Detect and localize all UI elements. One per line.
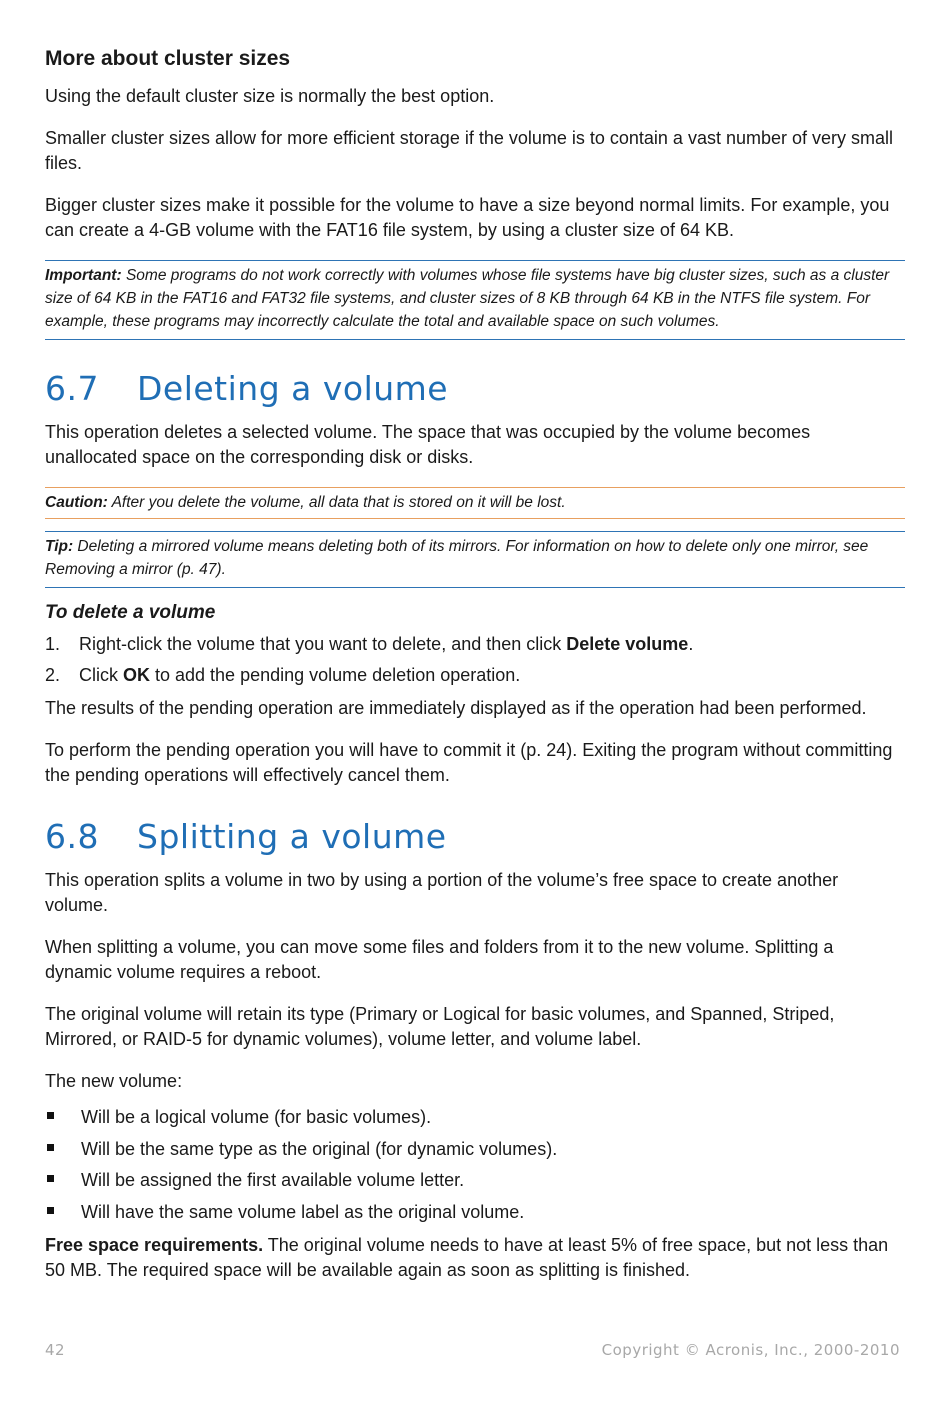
- section-number: 6.7: [45, 369, 99, 408]
- step-text-part: to add the pending volume deletion operation.: [150, 665, 521, 685]
- bullet-item: [45, 1105, 905, 1130]
- copyright-notice: Copyright © Acronis, Inc., 2000-2010: [601, 1341, 900, 1359]
- free-space-paragraph: [45, 1233, 905, 1283]
- free-space-body: The original volume needs to have at least 5% of free space, but not less than 50 MB. The required space will be available again as soon as splitting is finished.: [45, 1234, 889, 1280]
- new-volume-bullets: [45, 1105, 905, 1225]
- page-number: 42: [45, 1341, 66, 1359]
- page-content: [45, 44, 905, 1300]
- bullet-text: Will be assigned the first available volume letter.: [81, 1170, 465, 1190]
- cluster-paragraph-3: Bigger cluster sizes make it possible for the volume to have a size beyond normal limits. For example, you can create a 4-GB volume with the FAT16 file system, by using a cluster size of 64 KB.: [45, 195, 890, 240]
- section-title: Deleting a volume: [137, 369, 449, 408]
- square-bullet-icon: [47, 1144, 54, 1151]
- square-bullet-icon: [47, 1175, 54, 1182]
- step-text-part: Click: [79, 665, 123, 685]
- caution-body: After you delete the volume, all data that is stored on it will be lost.: [107, 494, 566, 511]
- section-heading-deleting: [45, 366, 905, 412]
- cluster-paragraph-2: Smaller cluster sizes allow for more efficient storage if the volume is to contain a vast number of very small files.: [45, 128, 894, 173]
- delete-results-paragraph: The results of the pending operation are immediately displayed as if the operation had been performed.: [45, 698, 867, 718]
- delete-intro: This operation deletes a selected volume. The space that was occupied by the volume becomes unallocated space on the corresponding disk or disks.: [45, 422, 811, 467]
- important-note-text: [45, 264, 905, 333]
- bullet-item: [45, 1168, 905, 1193]
- bullet-text: Will be a logical volume (for basic volumes).: [81, 1107, 432, 1127]
- split-paragraph-2: When splitting a volume, you can move some files and folders from it to the new volume. Splitting a dynamic volume requires a reboot.: [45, 937, 834, 982]
- step-text: [79, 632, 693, 657]
- split-paragraph-3: The original volume will retain its type (Primary or Logical for basic volumes, and Spanned, Striped, Mirrored, or RAID-5 for dynamic volumes), volume letter, and volume label.: [45, 1004, 835, 1049]
- important-note: [45, 260, 905, 340]
- caution-note: [45, 487, 905, 519]
- procedure-steps: [45, 632, 905, 688]
- tip-label: Tip:: [45, 538, 74, 555]
- section-title: Splitting a volume: [137, 817, 447, 856]
- cluster-sizes-heading: More about cluster sizes: [45, 47, 291, 70]
- important-body: Some programs do not work correctly with volumes whose file systems have big cluster sizes, such as a cluster size of 64 KB in the FAT16 and FAT32 file systems, and cluster sizes of 8 KB through 64 KB in the NTFS file system. For example, these programs may incorrectly calculate the total and available space on such volumes.: [45, 267, 890, 330]
- step-command: Delete volume: [566, 634, 689, 654]
- tip-note-text: [45, 535, 905, 581]
- split-paragraph-4: The new volume:: [45, 1071, 183, 1091]
- step-number: 2.: [45, 665, 61, 685]
- step-text-part: Right-click the volume that you want to delete, and then click: [79, 634, 567, 654]
- bullet-text: Will have the same volume label as the original volume.: [81, 1201, 525, 1222]
- square-bullet-icon: [47, 1112, 54, 1119]
- split-paragraph-1: This operation splits a volume in two by using a portion of the volume’s free space to create another volume.: [45, 870, 839, 915]
- square-bullet-icon: [47, 1207, 54, 1214]
- section-heading-splitting: [45, 814, 905, 860]
- cluster-paragraph-1: Using the default cluster size is normally the best option.: [45, 86, 495, 106]
- bullet-item: [45, 1137, 905, 1162]
- caution-note-text: [45, 491, 905, 514]
- tip-note: [45, 531, 905, 588]
- caution-label: Caution:: [45, 494, 108, 511]
- delete-commit-paragraph: To perform the pending operation you will have to commit it (p. 24). Exiting the program without committing the pending operations will effectively cancel them.: [45, 740, 893, 785]
- bullet-text: Will be the same type as the original (for dynamic volumes).: [81, 1138, 558, 1159]
- bullet-item: [45, 1200, 905, 1225]
- step-text-part: .: [688, 634, 694, 654]
- step-text: [79, 663, 520, 688]
- procedure-title: To delete a volume: [45, 602, 216, 623]
- step-command: OK: [123, 665, 150, 685]
- tip-body: Deleting a mirrored volume means deleting both of its mirrors. For information on how to delete only one mirror, see Removing a mirror (p. 47).: [45, 538, 869, 578]
- procedure-step: [45, 663, 905, 688]
- free-space-label: Free space requirements.: [45, 1234, 264, 1255]
- procedure-step: [45, 632, 905, 657]
- step-number: 1.: [45, 634, 61, 654]
- important-label: Important:: [45, 267, 122, 284]
- section-number: 6.8: [45, 817, 99, 856]
